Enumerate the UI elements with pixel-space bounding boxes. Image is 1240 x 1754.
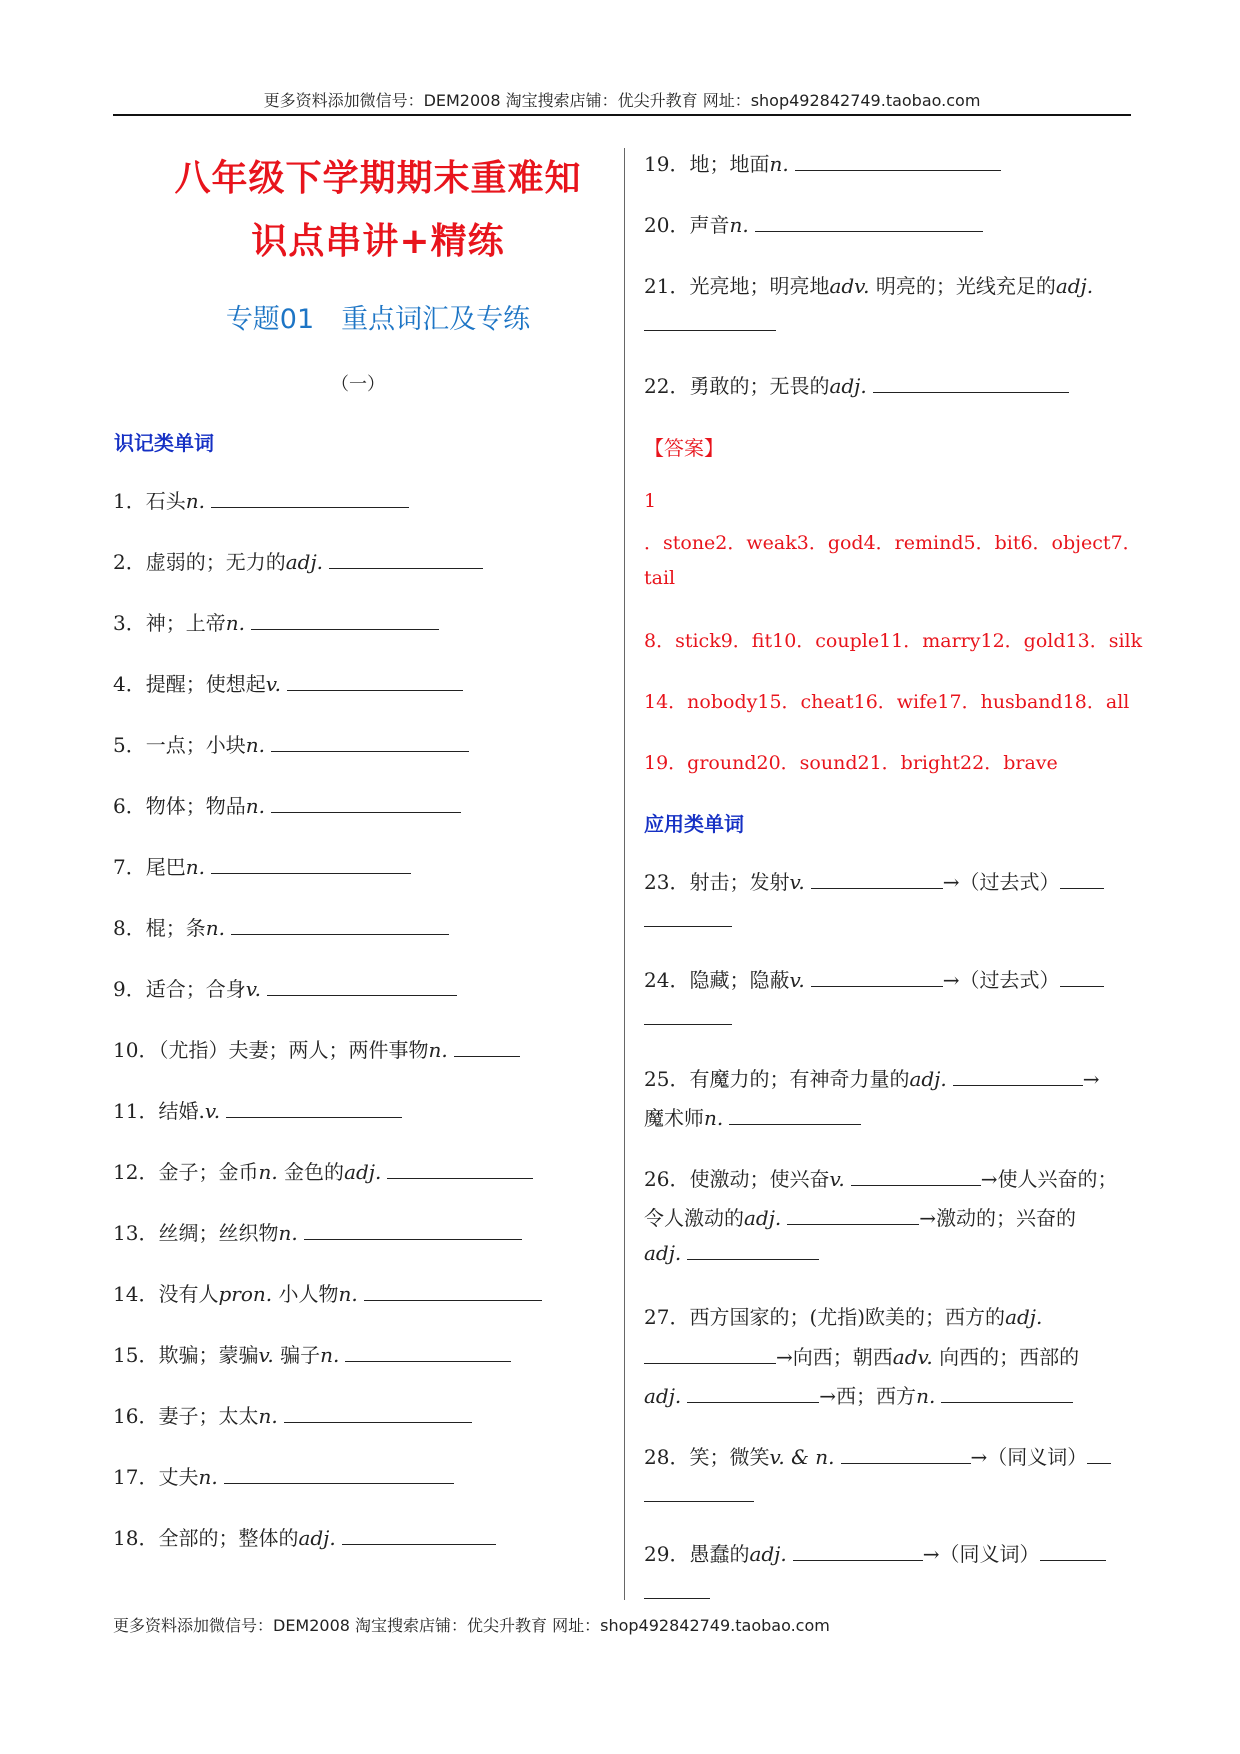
answer-blank[interactable] bbox=[345, 1343, 511, 1362]
question-text: 棍；条 bbox=[145, 916, 206, 940]
question-number: 27． bbox=[644, 1305, 690, 1329]
part-of-speech: n. bbox=[245, 794, 265, 818]
answer-blank[interactable] bbox=[224, 1465, 454, 1484]
part-of-speech: v. bbox=[265, 672, 282, 696]
part-of-speech: n. bbox=[205, 916, 225, 940]
part-of-speech: adv. bbox=[829, 274, 870, 298]
question-number: 8． bbox=[113, 916, 146, 940]
part-of-speech: adj. bbox=[644, 1241, 682, 1265]
answer-blank[interactable] bbox=[387, 1160, 533, 1179]
part-of-speech: v. bbox=[245, 977, 262, 1001]
answer-blank[interactable] bbox=[329, 550, 483, 569]
question-text: 令人激动的 bbox=[644, 1206, 744, 1230]
answer-line: 8．stick9．fit10．couple11．marry12．gold13．silk bbox=[644, 630, 1143, 652]
answer-blank[interactable] bbox=[755, 213, 983, 232]
answer-blank[interactable] bbox=[1040, 1542, 1106, 1561]
question-text: 激动的；兴奋的 bbox=[936, 1206, 1077, 1230]
question-number: 3． bbox=[113, 611, 146, 635]
question-text: 神；上帝 bbox=[145, 611, 226, 635]
question-number: 16． bbox=[113, 1404, 159, 1428]
question-text: 向西；朝西 bbox=[792, 1345, 893, 1369]
question-text: 勇敢的；无畏的 bbox=[689, 374, 830, 398]
part-of-speech: adj. bbox=[909, 1067, 947, 1091]
question-text: 西方国家的；(尤指)欧美的；西方的 bbox=[689, 1305, 1006, 1329]
arrow: → bbox=[1082, 1067, 1100, 1091]
answer-blank[interactable] bbox=[364, 1282, 542, 1301]
question-25-cont bbox=[644, 1102, 861, 1131]
question-text: 丈夫 bbox=[158, 1465, 199, 1489]
question-text: 有魔力的；有神奇力量的 bbox=[689, 1067, 910, 1091]
question-26-cont2 bbox=[644, 1241, 819, 1265]
question-text: 适合；合身 bbox=[145, 977, 246, 1001]
part-of-speech: adj. bbox=[644, 1384, 682, 1408]
question-text: 明亮的；光线充足的 bbox=[869, 274, 1056, 298]
arrow: → bbox=[819, 1384, 837, 1408]
question-text: 小人物 bbox=[272, 1282, 339, 1306]
part-of-speech: pron. bbox=[218, 1282, 273, 1306]
part-of-speech: n. bbox=[320, 1343, 340, 1367]
answer-blank[interactable] bbox=[795, 152, 1001, 171]
question-number: 24． bbox=[644, 968, 690, 992]
answer-blank[interactable] bbox=[687, 1384, 819, 1403]
question-number: 11． bbox=[113, 1099, 159, 1123]
answer-blank[interactable] bbox=[811, 968, 943, 987]
question-6 bbox=[113, 790, 461, 819]
form-note: （同义词） bbox=[939, 1542, 1040, 1566]
answer-line: 1 bbox=[644, 490, 657, 512]
answer-blank[interactable] bbox=[787, 1206, 919, 1225]
question-2 bbox=[113, 546, 483, 575]
answer-blank[interactable] bbox=[211, 855, 411, 874]
question-text: 尾巴 bbox=[145, 855, 186, 879]
question-20 bbox=[644, 209, 983, 238]
part-of-speech: v. bbox=[789, 968, 805, 992]
answer-blank[interactable] bbox=[851, 1167, 981, 1186]
question-text: 骗子 bbox=[273, 1343, 321, 1367]
answer-blank[interactable] bbox=[1060, 968, 1104, 987]
question-text: 丝绸；丝织物 bbox=[158, 1221, 279, 1245]
answer-line: 19．ground20．sound21．bright22．brave bbox=[644, 752, 1058, 774]
question-10 bbox=[113, 1034, 520, 1063]
question-15 bbox=[113, 1339, 511, 1368]
part-of-speech: adv. bbox=[892, 1345, 933, 1369]
main-title-line1: 八年级下学期期末重难知 bbox=[174, 158, 582, 199]
arrow: → bbox=[776, 1345, 793, 1369]
part-of-speech: adj. bbox=[1005, 1305, 1043, 1329]
answer-blank[interactable] bbox=[284, 1404, 472, 1423]
question-text: 欺骗；蒙骗 bbox=[158, 1343, 259, 1367]
answer-blank[interactable] bbox=[644, 1483, 754, 1502]
answer-line: 14．nobody15．cheat16．wife17．husband18．all bbox=[644, 691, 1130, 713]
question-text: 金色的 bbox=[277, 1160, 345, 1184]
question-23 bbox=[644, 866, 1104, 895]
question-number: 25． bbox=[644, 1067, 690, 1091]
answer-label: 【答案】 bbox=[644, 436, 724, 460]
answer-blank[interactable] bbox=[644, 1345, 776, 1364]
part-of-speech: v. bbox=[204, 1099, 221, 1123]
question-text: 使激动；使兴奋 bbox=[689, 1167, 830, 1191]
section-title-apply: 应用类单词 bbox=[644, 812, 744, 836]
answer-blank[interactable] bbox=[267, 977, 457, 996]
answer-blank[interactable] bbox=[953, 1067, 1083, 1086]
part-of-speech: n. bbox=[278, 1221, 298, 1245]
question-12 bbox=[113, 1156, 533, 1185]
header-rule bbox=[113, 114, 1131, 116]
part-of-speech: n. bbox=[225, 611, 245, 635]
question-number: 19． bbox=[644, 152, 690, 176]
answer-blank[interactable] bbox=[231, 916, 449, 935]
question-4 bbox=[113, 668, 463, 697]
sub-title: 专题01 重点词汇及专练 bbox=[225, 304, 531, 335]
question-27-cont bbox=[644, 1341, 1079, 1370]
answer-blank[interactable] bbox=[811, 870, 943, 889]
question-13 bbox=[113, 1217, 522, 1246]
main-title-line2: 识点串讲+精练 bbox=[251, 221, 505, 262]
page-header: 更多资料添加微信号：DEM2008 淘宝搜索店铺：优尖升教育 网址：shop492842749.taobao.com bbox=[263, 91, 981, 110]
part-of-speech: adj. bbox=[749, 1542, 787, 1566]
part-of-speech: v. bbox=[789, 870, 805, 894]
question-29 bbox=[644, 1538, 1106, 1567]
question-number: 15． bbox=[113, 1343, 159, 1367]
part-of-speech: n. bbox=[704, 1106, 724, 1130]
part-of-speech: adj. bbox=[744, 1206, 782, 1230]
question-text: 金子；金币 bbox=[158, 1160, 259, 1184]
answer-blank[interactable] bbox=[287, 672, 463, 691]
question-text: 妻子；太太 bbox=[158, 1404, 259, 1428]
part-of-speech: adj. bbox=[344, 1160, 382, 1184]
question-number: 9． bbox=[113, 977, 146, 1001]
question-number: 10． bbox=[113, 1038, 159, 1062]
question-number: 20． bbox=[644, 213, 690, 237]
question-3 bbox=[113, 607, 439, 636]
answer-blank[interactable] bbox=[226, 1099, 402, 1118]
question-text: 魔术师 bbox=[644, 1106, 704, 1130]
question-18 bbox=[113, 1522, 496, 1551]
answer-blank[interactable] bbox=[793, 1542, 923, 1561]
question-9 bbox=[113, 973, 457, 1002]
answer-blank[interactable] bbox=[873, 374, 1069, 393]
answer-blank[interactable] bbox=[251, 611, 439, 630]
question-5 bbox=[113, 729, 469, 758]
part-of-speech: n. bbox=[185, 855, 205, 879]
part-of-speech: n. bbox=[428, 1038, 448, 1062]
arrow: → bbox=[942, 870, 960, 894]
question-number: 12． bbox=[113, 1160, 159, 1184]
part-of-speech: n. bbox=[198, 1465, 218, 1489]
part-of-speech: n. bbox=[185, 489, 205, 513]
question-number: 28． bbox=[644, 1445, 690, 1469]
question-text: 物体；物品 bbox=[145, 794, 246, 818]
question-text: 一点；小块 bbox=[145, 733, 246, 757]
answer-blank[interactable] bbox=[304, 1221, 522, 1240]
question-17 bbox=[113, 1461, 454, 1490]
part-of-speech: n. bbox=[258, 1160, 278, 1184]
question-text: 虚弱的；无力的 bbox=[145, 550, 286, 574]
arrow: → bbox=[942, 968, 960, 992]
part-of-speech: v. bbox=[829, 1167, 845, 1191]
part-label: （一） bbox=[331, 374, 385, 395]
question-text: 射击；发射 bbox=[689, 870, 790, 894]
question-number: 23． bbox=[644, 870, 690, 894]
column-divider bbox=[624, 148, 625, 1600]
question-number: 4． bbox=[113, 672, 146, 696]
question-14 bbox=[113, 1278, 542, 1307]
question-number: 22． bbox=[644, 374, 690, 398]
answer-blank[interactable] bbox=[1060, 870, 1104, 889]
answer-line: ．stone2．weak3．god4．remind5．bit6．object7． bbox=[644, 532, 1142, 554]
question-27 bbox=[644, 1301, 1042, 1330]
answer-blank[interactable] bbox=[729, 1106, 861, 1125]
section-title-memorize: 识记类单词 bbox=[114, 431, 214, 455]
answer-blank[interactable] bbox=[644, 312, 776, 331]
question-26 bbox=[644, 1163, 1118, 1192]
form-note: （过去式） bbox=[959, 968, 1060, 992]
question-number: 29． bbox=[644, 1542, 690, 1566]
answer-blank[interactable] bbox=[841, 1445, 971, 1464]
part-of-speech: adj. bbox=[1055, 274, 1094, 298]
question-8 bbox=[113, 912, 449, 941]
part-of-speech: n. bbox=[916, 1384, 936, 1408]
question-text: 没有人 bbox=[158, 1282, 219, 1306]
arrow: → bbox=[919, 1206, 937, 1230]
part-of-speech: adj. bbox=[298, 1526, 336, 1550]
form-note: （同义词） bbox=[987, 1445, 1088, 1469]
question-28 bbox=[644, 1441, 1111, 1470]
question-number: 14． bbox=[113, 1282, 159, 1306]
question-number: 26． bbox=[644, 1167, 690, 1191]
answer-blank[interactable] bbox=[941, 1384, 1073, 1403]
question-number: 5． bbox=[113, 733, 146, 757]
question-text: 笑；微笑 bbox=[689, 1445, 770, 1469]
question-number: 13． bbox=[113, 1221, 159, 1245]
question-22 bbox=[644, 370, 1069, 399]
question-number: 6． bbox=[113, 794, 146, 818]
question-25 bbox=[644, 1063, 1100, 1092]
part-of-speech: n. bbox=[245, 733, 265, 757]
question-text: 结婚. bbox=[158, 1099, 205, 1123]
part-of-speech: n. bbox=[769, 152, 789, 176]
question-16 bbox=[113, 1400, 472, 1429]
part-of-speech: n. bbox=[729, 213, 749, 237]
answer-blank[interactable] bbox=[1087, 1445, 1111, 1464]
answer-blank[interactable] bbox=[644, 1006, 732, 1025]
question-text: 愚蠢的 bbox=[689, 1542, 750, 1566]
answer-blank[interactable] bbox=[342, 1526, 496, 1545]
question-11 bbox=[113, 1095, 402, 1124]
question-number: 21． bbox=[644, 274, 690, 298]
arrow: → bbox=[970, 1445, 988, 1469]
answer-blank[interactable] bbox=[271, 794, 461, 813]
question-text: 石头 bbox=[145, 489, 186, 513]
question-27-cont2 bbox=[644, 1380, 1073, 1409]
form-note: （过去式） bbox=[959, 870, 1060, 894]
question-1 bbox=[113, 485, 409, 514]
part-of-speech: adj. bbox=[285, 550, 324, 574]
page-footer: 更多资料添加微信号：DEM2008 淘宝搜索店铺：优尖升教育 网址：shop492842749.taobao.com bbox=[113, 1616, 830, 1635]
answer-blank[interactable] bbox=[271, 733, 469, 752]
part-of-speech: n. bbox=[338, 1282, 358, 1306]
question-text: 提醒；使想起 bbox=[145, 672, 266, 696]
answer-blank[interactable] bbox=[454, 1038, 520, 1057]
question-number: 1． bbox=[113, 489, 146, 513]
question-text: 地；地面 bbox=[689, 152, 770, 176]
part-of-speech: adj. bbox=[829, 374, 867, 398]
part-of-speech: n. bbox=[258, 1404, 278, 1428]
answer-line: tail bbox=[644, 567, 676, 589]
question-7 bbox=[113, 851, 411, 880]
question-number: 17． bbox=[113, 1465, 159, 1489]
question-24 bbox=[644, 964, 1104, 993]
question-text: 隐藏；隐蔽 bbox=[689, 968, 790, 992]
question-text: （尤指）夫妻；两人；两件事物 bbox=[158, 1038, 429, 1062]
answer-blank[interactable] bbox=[211, 489, 409, 508]
answer-blank[interactable] bbox=[644, 908, 732, 927]
answer-blank[interactable] bbox=[687, 1241, 819, 1260]
question-text: 声音 bbox=[689, 213, 730, 237]
arrow: → bbox=[922, 1542, 940, 1566]
question-19 bbox=[644, 148, 1001, 177]
question-21 bbox=[644, 270, 1093, 299]
part-of-speech: v. bbox=[258, 1343, 274, 1367]
question-text: 向西的；西部的 bbox=[932, 1345, 1080, 1369]
question-text: 西；西方 bbox=[836, 1384, 917, 1408]
question-text: 全部的；整体的 bbox=[158, 1526, 299, 1550]
question-number: 7． bbox=[113, 855, 146, 879]
question-number: 2． bbox=[113, 550, 146, 574]
arrow: → bbox=[980, 1167, 998, 1191]
question-text: 光亮地；明亮地 bbox=[689, 274, 830, 298]
part-of-speech: v. & n. bbox=[769, 1445, 835, 1469]
question-26-cont bbox=[644, 1202, 1076, 1231]
question-number: 18． bbox=[113, 1526, 159, 1550]
question-text: 使人兴奋的； bbox=[997, 1167, 1118, 1191]
answer-blank[interactable] bbox=[644, 1580, 710, 1599]
